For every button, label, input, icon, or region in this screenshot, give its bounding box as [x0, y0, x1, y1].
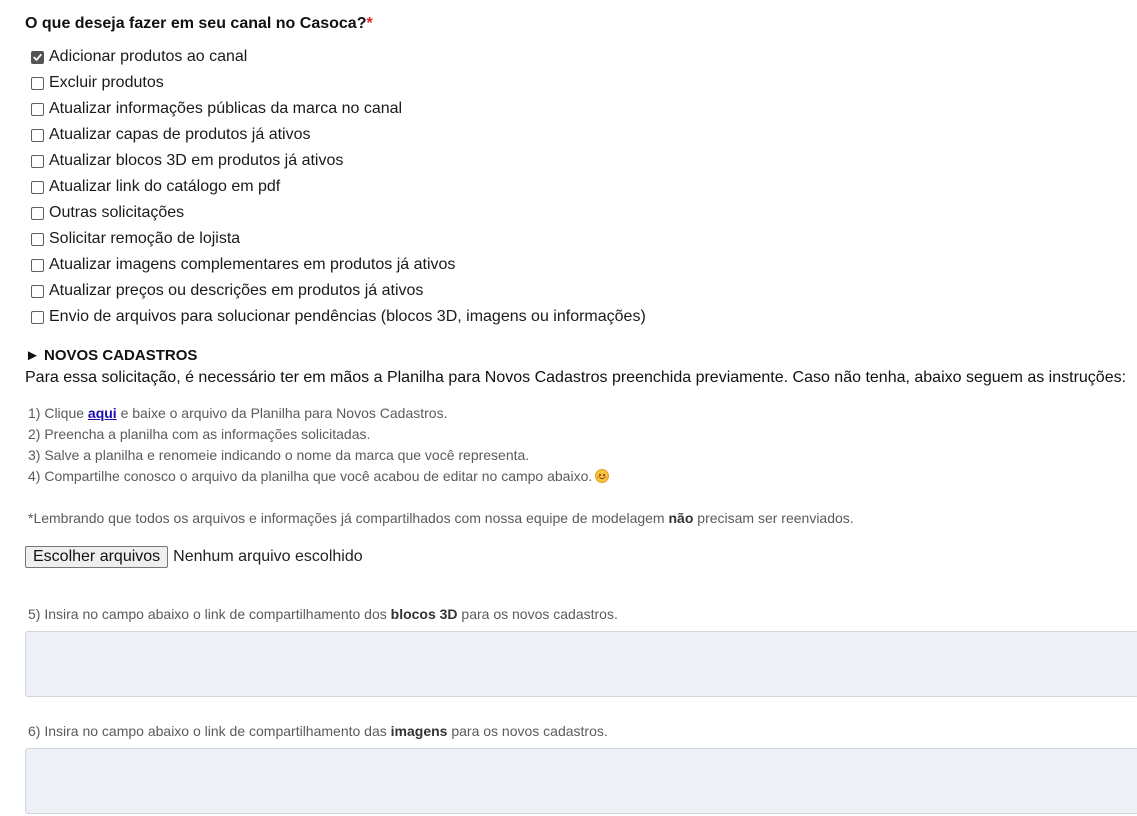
field-6-label-text: 6) Insira no campo abaixo o link de compartilhamento das — [28, 723, 391, 739]
option-atualizar-link-catalogo[interactable] — [25, 174, 1137, 200]
option-label: Atualizar blocos 3D em produtos já ativos — [49, 152, 344, 169]
file-status: Nenhum arquivo escolhido — [173, 548, 363, 565]
blocos-3d-link-input[interactable] — [25, 631, 1137, 697]
option-label: Atualizar capas de produtos já ativos — [49, 126, 311, 143]
option-excluir-produtos[interactable] — [25, 70, 1137, 96]
checkbox[interactable] — [31, 129, 44, 142]
section-description: Para essa solicitação, é necessário ter em mãos a Planilha para Novos Cadastros preenchida previamente. Caso não tenha, abaixo seguem as instruções: — [25, 369, 1127, 386]
choose-files-button[interactable]: Escolher arquivos — [25, 546, 168, 568]
field-6-label — [28, 721, 1137, 741]
field-5-label-emphasis: blocos 3D — [390, 606, 458, 622]
checkbox[interactable] — [31, 233, 44, 246]
checkbox[interactable] — [31, 285, 44, 298]
option-imagens-complementares[interactable] — [25, 252, 1137, 278]
question-heading — [25, 14, 1137, 34]
file-upload — [25, 545, 1137, 569]
option-label: Excluir produtos — [49, 74, 164, 91]
section-title: ► NOVOS CADASTROS — [25, 347, 198, 364]
note-emphasis: não — [668, 510, 694, 526]
step-1-text-end: e baixe o arquivo da Planilha para Novos Cadastros. — [116, 405, 448, 421]
option-atualizar-informacoes[interactable] — [25, 96, 1137, 122]
step-1-text: 1) Clique — [28, 405, 88, 421]
field-5-label-text: 5) Insira no campo abaixo o link de compartilhamento dos — [28, 606, 391, 622]
step-1 — [28, 403, 1137, 424]
checkbox[interactable] — [31, 181, 44, 194]
field-5-label — [28, 604, 1137, 624]
reminder-note — [28, 508, 1137, 529]
step-3: 3) Salve a planilha e renomeie indicando o nome da marca que você representa. — [28, 447, 530, 463]
form-container — [25, 0, 1137, 814]
option-outras-solicitacoes[interactable] — [25, 200, 1137, 226]
checkbox[interactable] — [31, 103, 44, 116]
required-asterisk: * — [366, 15, 373, 32]
download-link[interactable]: aqui — [87, 405, 117, 421]
checkbox[interactable] — [31, 77, 44, 90]
checkbox[interactable] — [31, 207, 44, 220]
option-label: Outras solicitações — [49, 204, 185, 221]
instructions-list — [25, 403, 1137, 487]
imagens-link-input[interactable] — [25, 748, 1137, 814]
option-label: Envio de arquivos para solucionar pendências (blocos 3D, imagens ou informações) — [49, 308, 646, 325]
option-label: Solicitar remoção de lojista — [49, 230, 241, 247]
option-label: Atualizar informações públicas da marca no canal — [49, 100, 403, 117]
step-4 — [28, 466, 1137, 487]
field-6-label-emphasis: imagens — [390, 723, 448, 739]
question-text: O que deseja fazer em seu canal no Casoca? — [25, 15, 367, 32]
option-adicionar-produtos[interactable] — [25, 44, 1137, 70]
smiling-face-icon — [595, 469, 609, 483]
note-text: *Lembrando que todos os arquivos e informações já compartilhados com nossa equipe de modelagem — [28, 510, 669, 526]
option-envio-arquivos[interactable] — [25, 304, 1137, 330]
checkbox[interactable] — [31, 259, 44, 272]
options-list — [25, 44, 1137, 330]
option-remocao-lojista[interactable] — [25, 226, 1137, 252]
option-label: Adicionar produtos ao canal — [49, 48, 248, 65]
step-4-text: 4) Compartilhe conosco o arquivo da planilha que você acabou de editar no campo abaixo. — [28, 468, 593, 484]
option-label: Atualizar preços ou descrições em produtos já ativos — [49, 282, 424, 299]
field-5-label-text-end: para os novos cadastros. — [457, 606, 618, 622]
note-text-end: precisam ser reenviados. — [693, 510, 854, 526]
option-label: Atualizar link do catálogo em pdf — [49, 178, 281, 195]
step-2: 2) Preencha a planilha com as informações solicitadas. — [28, 426, 371, 442]
option-atualizar-capas[interactable] — [25, 122, 1137, 148]
field-6-label-text-end: para os novos cadastros. — [447, 723, 608, 739]
checkbox[interactable] — [31, 155, 44, 168]
option-atualizar-blocos-3d[interactable] — [25, 148, 1137, 174]
checkbox[interactable] — [31, 311, 44, 324]
checkbox[interactable] — [31, 51, 44, 64]
option-precos-descricoes[interactable] — [25, 278, 1137, 304]
option-label: Atualizar imagens complementares em produtos já ativos — [49, 256, 456, 273]
